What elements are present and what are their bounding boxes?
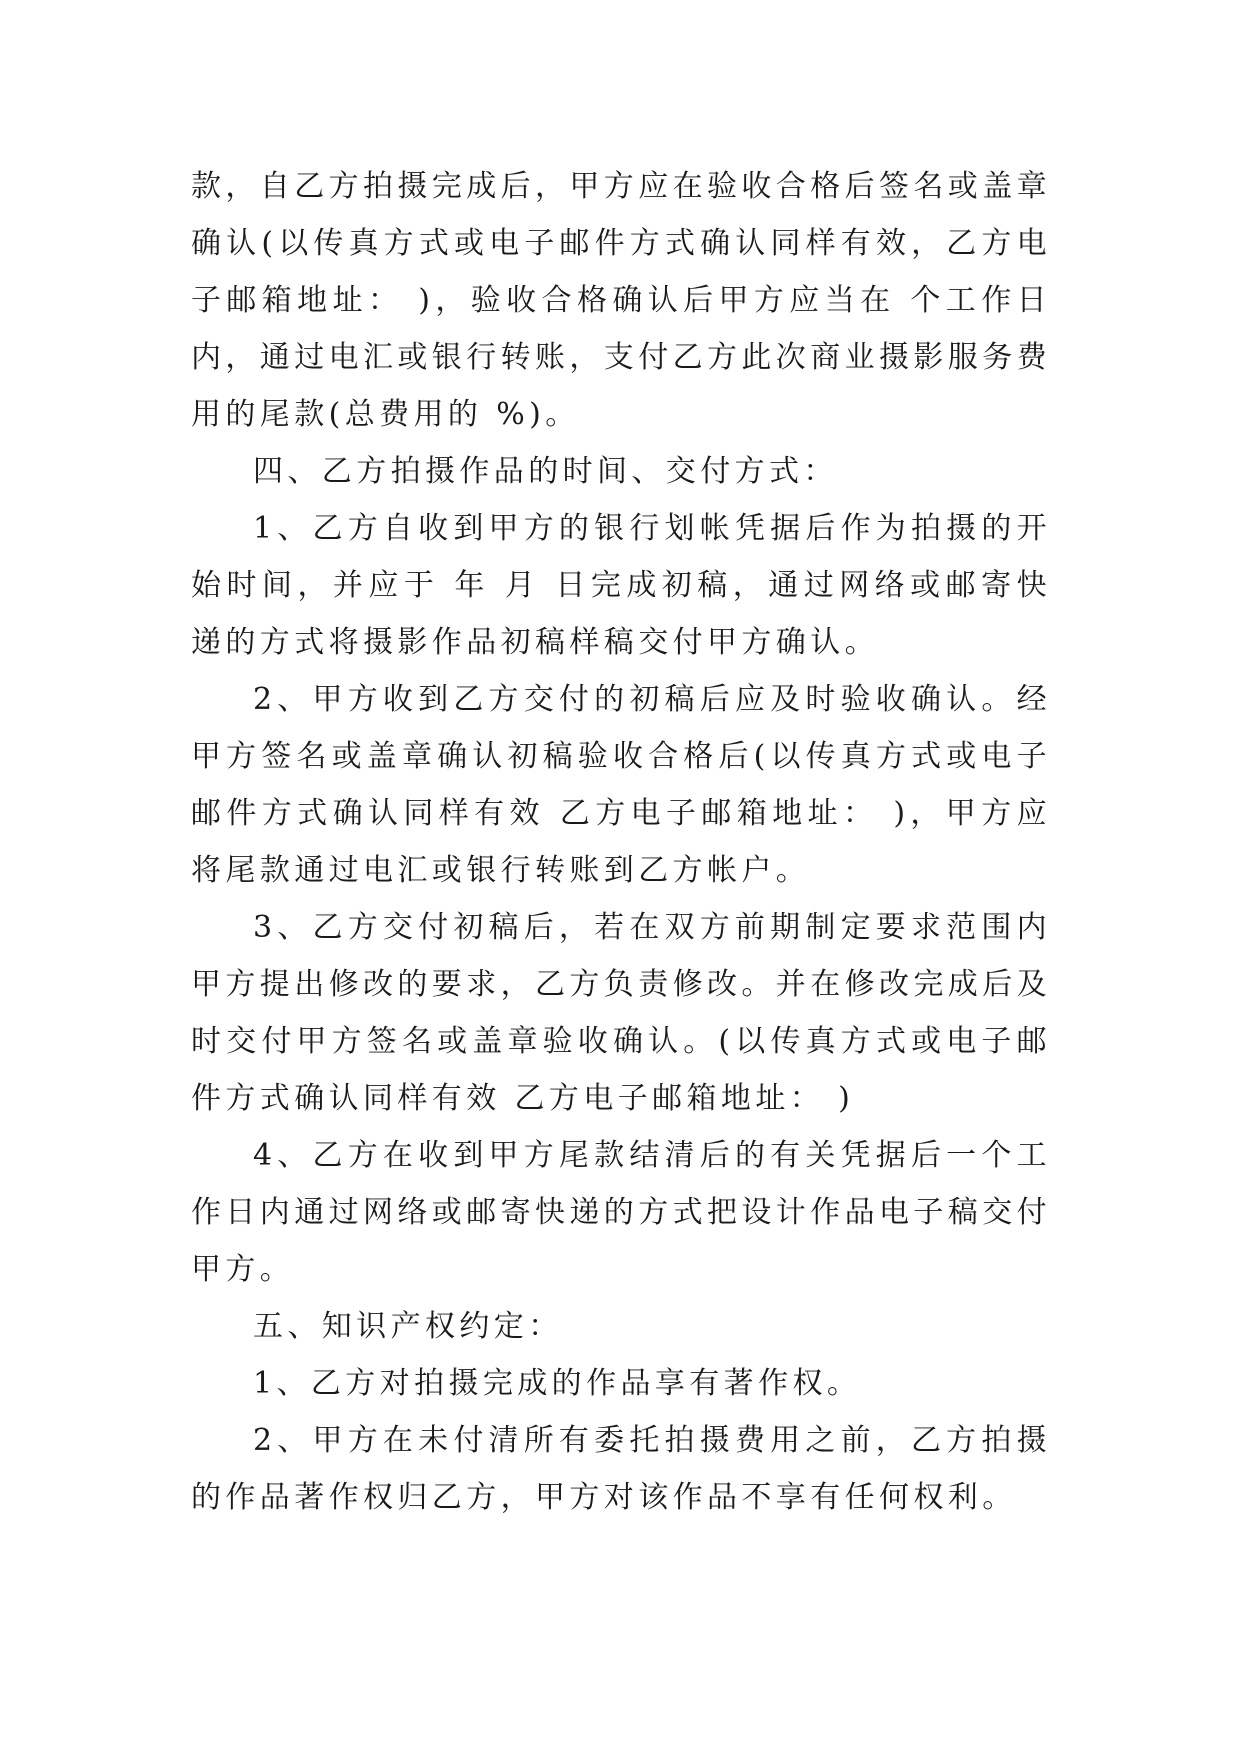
paragraph-delivery-clause-1: 1、乙方自收到甲方的银行划帐凭据后作为拍摄的开始时间，并应于 年 月 日完成初稿，通过网络或邮寄快递的方式将摄影作品初稿样稿交付甲方确认。 <box>191 511 1051 660</box>
paragraph-payment-balance: 款，自乙方拍摄完成后，甲方应在验收合格后签名或盖章确认(以传真方式或电子邮件方式确认同样有效，乙方电子邮箱地址： )，验收合格确认后甲方应当在 个工作日内，通过电汇或银行转账，支付乙方此次商业摄影服务费用的尾款(总费用的 %)。 <box>191 169 1051 432</box>
paragraph-delivery-clause-4: 4、乙方在收到甲方尾款结清后的有关凭据后一个工作日内通过网络或邮寄快递的方式把设计作品电子稿交付甲方。 <box>191 1138 1051 1287</box>
paragraph-ip-clause-1: 1、乙方对拍摄完成的作品享有著作权。 <box>253 1366 862 1401</box>
paragraph-delivery-clause-3: 3、乙方交付初稿后，若在双方前期制定要求范围内甲方提出修改的要求，乙方负责修改。并在修改完成后及时交付甲方签名或盖章验收确认。(以传真方式或电子邮件方式确认同样有效 乙方电子邮箱地址： ) <box>191 910 1051 1116</box>
section-heading-delivery: 四、乙方拍摄作品的时间、交付方式： <box>253 454 838 489</box>
document-body <box>191 158 1051 1526</box>
paragraph-ip-clause-2: 2、甲方在未付清所有委托拍摄费用之前，乙方拍摄的作品著作权归乙方，甲方对该作品不享有任何权利。 <box>191 1423 1051 1515</box>
paragraph-delivery-clause-2: 2、甲方收到乙方交付的初稿后应及时验收确认。经甲方签名或盖章确认初稿验收合格后(以传真方式或电子邮件方式确认同样有效 乙方电子邮箱地址： )，甲方应将尾款通过电汇或银行转账到乙方帐户。 <box>191 682 1051 888</box>
section-heading-ip: 五、知识产权约定： <box>253 1309 563 1344</box>
